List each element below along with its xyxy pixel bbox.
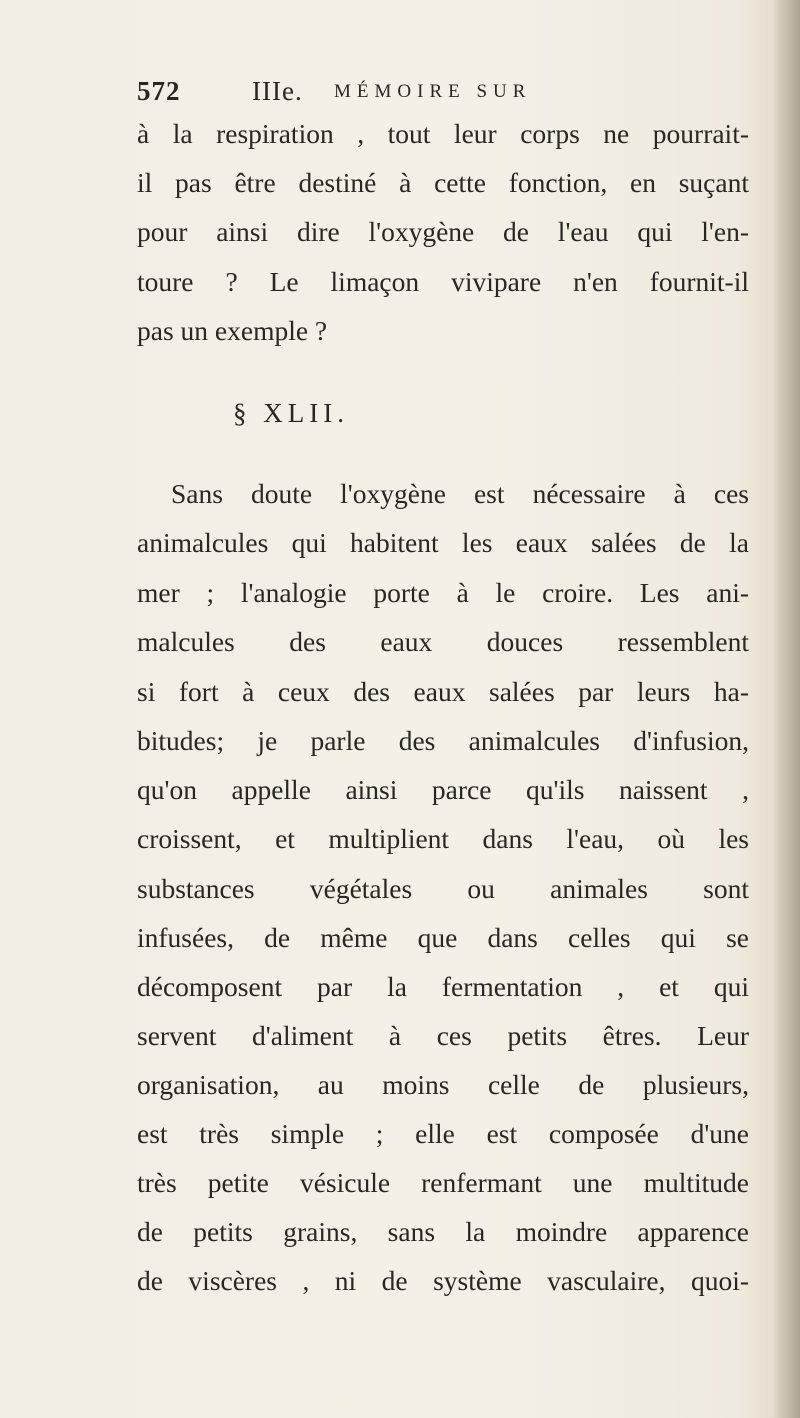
text-line: il pas être destiné à cette fonction, en suçant (137, 167, 749, 198)
section-heading: § XLII. (233, 398, 349, 428)
text-line: Sans doute l'oxygène est nécessaire à ces (171, 478, 749, 509)
running-header (137, 74, 757, 114)
text-line: pour ainsi dire l'oxygène de l'eau qui l'en- (137, 216, 749, 247)
text-line: animalcules qui habitent les eaux salées de la (137, 527, 749, 558)
text-line: malcules des eaux douces ressemblent (137, 626, 749, 657)
text-line: organisation, au moins celle de plusieurs, (137, 1069, 749, 1100)
text-line: très petite vésicule renfermant une multitude (137, 1167, 749, 1198)
text-line: pas un exemple ? (137, 315, 328, 346)
memoir-number: IIIe. (252, 76, 303, 106)
text-line: substances végétales ou animales sont (137, 873, 749, 904)
page-edge-shadow (772, 0, 800, 1418)
page-number: 572 (137, 76, 181, 106)
text-line: à la respiration , tout leur corps ne pourrait- (137, 118, 749, 149)
text-line: si fort à ceux des eaux salées par leurs ha- (137, 676, 749, 707)
text-line: décomposent par la fermentation , et qui (137, 971, 749, 1002)
text-line: mer ; l'analogie porte à le croire. Les ani- (137, 577, 749, 608)
running-title: MÉMOIRE SUR (334, 81, 532, 102)
text-line: toure ? Le limaçon vivipare n'en fournit-il (137, 266, 749, 297)
text-line: de viscères , ni de système vasculaire, quoi- (137, 1265, 749, 1296)
text-line: servent d'aliment à ces petits êtres. Leur (137, 1020, 749, 1051)
text-line: infusées, de même que dans celles qui se (137, 922, 749, 953)
text-line: croissent, et multiplient dans l'eau, où les (137, 823, 749, 854)
text-line: est très simple ; elle est composée d'une (137, 1118, 749, 1149)
text-line: bitudes; je parle des animalcules d'infusion, (137, 725, 749, 756)
text-line: qu'on appelle ainsi parce qu'ils naissent , (137, 774, 749, 805)
text-line: de petits grains, sans la moindre apparence (137, 1216, 749, 1247)
